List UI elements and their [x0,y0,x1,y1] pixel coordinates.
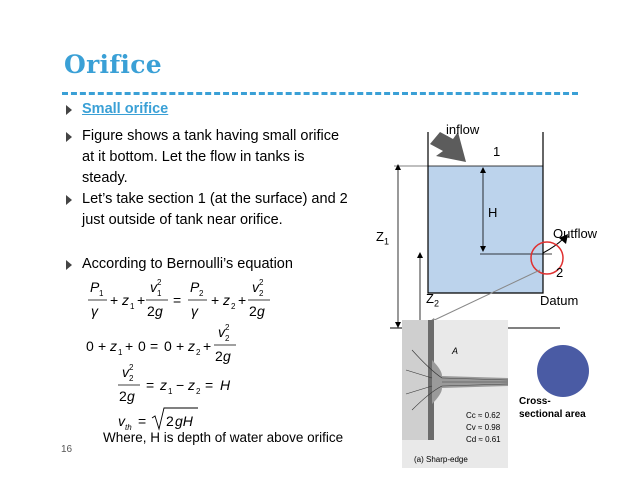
svg-text:v: v [150,279,157,295]
svg-text:+: + [137,292,146,308]
svg-text:z: z [160,377,167,393]
svg-text:P: P [90,279,100,295]
bullet-arrow-icon [66,105,72,115]
svg-text:v: v [218,324,225,340]
equation-2 [86,323,236,364]
svg-text:Cv ≈ 0.98: Cv ≈ 0.98 [466,423,501,432]
section-1-label: 1 [493,144,501,159]
datum-label: Datum [540,293,579,308]
svg-text:2: 2 [119,388,127,404]
equation-1 [88,278,270,319]
svg-text:0: 0 [164,338,172,354]
svg-text:=: = [150,338,159,354]
svg-text:γ: γ [91,303,98,319]
svg-text:2: 2 [199,289,204,298]
svg-text:z: z [122,292,129,308]
svg-text:1: 1 [130,302,135,311]
svg-text:=: = [138,413,147,429]
cross-section-label: Cross- sectional area [519,396,586,420]
svg-text:v: v [122,364,129,380]
svg-text:z: z [223,292,230,308]
bullet-arrow-icon [66,132,72,142]
svg-text:z: z [188,377,195,393]
svg-text:2: 2 [157,278,162,287]
bullet-arrow-icon [66,195,72,205]
svg-text:+: + [238,292,247,308]
svg-text:2: 2 [147,303,155,319]
svg-text:g: g [257,303,265,319]
title-divider [62,92,578,95]
svg-text:0: 0 [138,338,146,354]
page-number: 16 [61,444,73,455]
svg-text:g: g [127,388,135,404]
svg-text:=: = [146,377,155,393]
equation-3 [118,363,231,404]
bullet-small-orifice: Small orifice [82,101,169,117]
tank-water [428,166,543,293]
svg-text:Cd ≈ 0.61: Cd ≈ 0.61 [466,435,501,444]
svg-text:+: + [203,338,212,354]
svg-text:2: 2 [166,413,174,429]
z1-label: $Z_1$ [376,229,389,247]
svg-text:2: 2 [196,387,201,396]
cross-section-circle [536,344,590,398]
svg-text:A: A [452,346,459,356]
svg-text:H: H [220,377,231,393]
svg-text:+: + [211,292,220,308]
svg-text:2: 2 [225,334,230,343]
section-2-label: 2 [556,265,564,280]
bullet-sections: Let’s take section 1 (at the surface) and 2 just outside of tank near orifice. [82,191,348,228]
svg-text:P: P [190,279,200,295]
svg-text:+: + [110,292,119,308]
bullet-arrow-icon [66,260,72,270]
where-note: Where, H is depth of water above orifice [103,430,344,445]
svg-text:+: + [98,338,107,354]
svg-text:v: v [118,413,125,429]
equation-block [80,268,350,438]
svg-text:2: 2 [231,302,236,311]
bullet-bernoulli: According to Bernoulli’s equation [82,256,293,272]
svg-text:=: = [173,292,182,308]
svg-text:g: g [223,348,231,364]
svg-text:2: 2 [129,374,134,383]
svg-text:gH: gH [175,413,193,429]
outflow-label: Outflow [553,226,598,241]
bullet-figure-description: Figure shows a tank having small orifice at it bottom. Let the flow in tanks is steady. [82,128,340,186]
svg-text:0: 0 [86,338,94,354]
svg-text:2: 2 [129,363,134,372]
slide-title: Orifice [64,50,162,79]
svg-text:1: 1 [99,289,104,298]
svg-text:z: z [110,338,117,354]
svg-text:2: 2 [196,348,201,357]
svg-text:+: + [176,338,185,354]
svg-text:1: 1 [157,289,162,298]
svg-text:2: 2 [259,278,264,287]
inflow-label: inflow [446,122,480,137]
svg-text:1: 1 [118,348,123,357]
svg-text:2: 2 [259,289,264,298]
svg-text:2: 2 [215,348,223,364]
svg-text:v: v [252,279,259,295]
svg-text:Cc ≈ 0.62: Cc ≈ 0.62 [466,411,501,420]
svg-text:(a) Sharp-edge: (a) Sharp-edge [414,455,468,464]
sharp-edge-orifice-photo [402,320,508,468]
svg-text:γ: γ [191,303,198,319]
svg-text:+: + [125,338,134,354]
svg-text:2: 2 [225,323,230,332]
svg-text:2: 2 [249,303,257,319]
svg-text:1: 1 [168,387,173,396]
h-label: H [488,205,498,220]
svg-text:g: g [155,303,163,319]
svg-text:−: − [176,377,185,393]
svg-text:z: z [188,338,195,354]
z2-label: $Z_2$ [426,291,439,309]
svg-text:=: = [205,377,214,393]
svg-text:th: th [125,423,132,432]
